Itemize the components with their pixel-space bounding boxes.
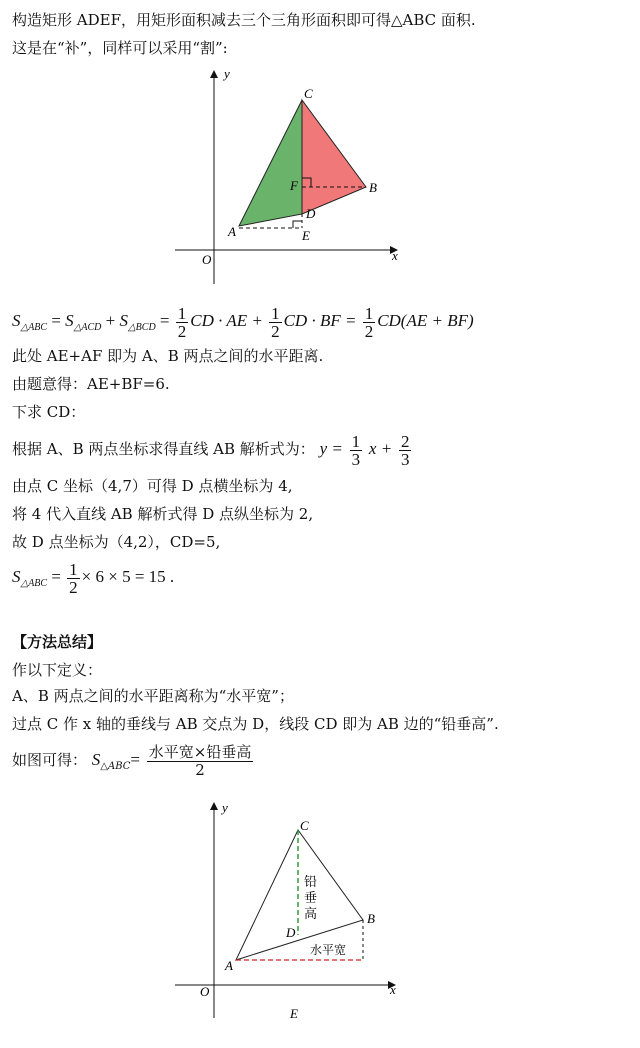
triangle-bcd	[302, 100, 366, 214]
label-a: A	[228, 224, 236, 239]
label2-a: A	[225, 958, 233, 973]
triangle-abc	[236, 830, 363, 960]
text-p7: 故 D 点坐标为（4,2），CD=5,	[12, 533, 221, 551]
label-vertical-2: 垂	[304, 891, 318, 906]
triangle-acd	[239, 100, 302, 226]
text-p1: 此处 AE+AF 即为 A、B 两点之间的水平距离.	[12, 347, 324, 365]
label2-c: C	[300, 818, 309, 833]
label2-o: O	[200, 984, 210, 999]
text-p3: 下求 CD：	[12, 403, 86, 421]
summary-s2: A、B 两点之间的水平距离称为“水平宽”；	[12, 687, 294, 705]
text-p4: 根据 A、B 两点坐标求得直线 AB 解析式为： y = $\frac{1}{3}$ x + $\frac{2}{3}$	[12, 431, 410, 469]
summary-s3: 过点 C 作 x 轴的垂线与 AB 交点为 D，线段 CD 即为 AB 边的“铅垂高”.	[12, 715, 499, 733]
label-x: x	[392, 248, 398, 263]
label-horizontal: 水平宽	[310, 943, 347, 957]
text-p2: 由题意得：AE+BF=6.	[12, 375, 170, 393]
figure-1-diagram	[170, 66, 410, 286]
label-d: D	[306, 206, 316, 221]
label-y: y	[224, 66, 230, 81]
label-o: O	[202, 252, 212, 267]
intro-line-1: 构造矩形 ADEF，用矩形面积减去三个三角形面积即可得△ABC 面积.	[12, 11, 476, 29]
label-c: C	[304, 86, 313, 101]
summary-formula: 如图可得： $S_{\triangle ABC}=$ $\frac{\text{水平宽×铅垂高}}{2}$	[12, 742, 252, 779]
label2-d: D	[286, 925, 296, 940]
label-vertical-1: 铅	[304, 875, 318, 890]
label2-e: E	[290, 1006, 298, 1021]
label-b: B	[369, 180, 377, 195]
label-f: F	[290, 178, 298, 193]
label2-x: x	[390, 982, 396, 997]
intro-line-2: 这是在“补”，同样可以采用“割”:	[12, 39, 228, 57]
formula-area-split: $S_{\triangle ABC} = S_{\triangle ACD} + S_{\triangle BCD}$ = $\frac{1}{2}$ CD · AE + $\frac{1}{2}$ CD · BF = $\frac{1}{2}$ CD(AE + BF)	[12, 303, 474, 341]
label2-b: B	[367, 911, 375, 926]
formula-area-result: $S_{\triangle ABC}$ = $\frac{1}{2}$ × 6 × 5 = 15 .	[12, 559, 175, 597]
text-p6: 将 4 代入直线 AB 解析式得 D 点纵坐标为 2,	[12, 505, 314, 523]
label-vertical-3: 高	[304, 907, 318, 922]
figure-2-diagram	[170, 800, 410, 1030]
label-e: E	[302, 228, 310, 243]
text-p5: 由点 C 坐标（4,7）可得 D 点横坐标为 4,	[12, 477, 293, 495]
summary-s1: 作以下定义：	[12, 661, 103, 679]
label2-y: y	[222, 800, 228, 815]
summary-title: 【方法总结】	[12, 633, 103, 651]
